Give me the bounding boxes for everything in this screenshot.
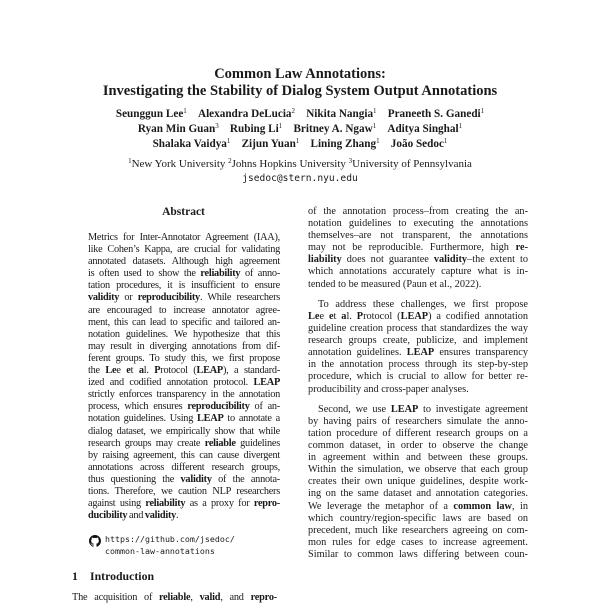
- text-line: Second, we use LEAP to investigate agreement: [318, 403, 528, 415]
- bold-term: Le: [308, 310, 320, 322]
- author-name: Aditya Singhal: [387, 123, 459, 135]
- text-line: themselves–are not transparent, the annotations: [308, 230, 528, 242]
- paragraph: [308, 206, 528, 291]
- text-line: notation guidelines to executing the annotations: [308, 218, 528, 230]
- text-line: producibility and cross-paper analyses.: [308, 383, 469, 395]
- text-line: validity or reproducibility. While researchers: [88, 292, 281, 304]
- text-line: Metrics for Inter-Annotator Agreement (IAA),: [88, 232, 280, 243]
- author-row: [0, 107, 600, 122]
- paragraph: [308, 299, 528, 396]
- text-line: ferent groups. To study this, we first propose: [88, 352, 280, 364]
- bold-term: LEAP: [406, 347, 435, 359]
- author-name: Alexandra DeLucia: [197, 108, 292, 120]
- title-line-2: Investigating the Stability of Dialog System Output Annotations: [102, 83, 498, 99]
- github-link-line-1[interactable]: https://github.com/jsedoc/: [105, 534, 235, 544]
- paper-title: [0, 66, 600, 100]
- text-line: in the annotation process through its step-by-step: [308, 359, 528, 371]
- text-line: To address these challenges, we first propose: [318, 298, 528, 310]
- text-line: tended to be measured (Paun et al., 2022).: [308, 278, 482, 290]
- bold-term: reliability: [145, 498, 186, 510]
- paragraph: [88, 232, 280, 522]
- text-line: notation guidelines. We hypothesize that this: [88, 328, 280, 340]
- text-line: is often used to show the reliability of anno-: [88, 268, 280, 280]
- bold-term: P: [356, 310, 364, 322]
- bold-term: re-: [515, 242, 528, 254]
- bold-term: validity: [88, 292, 120, 304]
- introduction-body: [72, 592, 277, 612]
- affiliation-marker: 2: [228, 157, 232, 165]
- text-line: which country/region-specific laws are based on: [308, 512, 528, 524]
- contact-email: jsedoc@stern.nyu.edu: [242, 173, 358, 184]
- bold-term: LEAP: [196, 365, 223, 377]
- text-line: creates their own unique guidelines, despite work-: [308, 476, 528, 488]
- bold-term: LEAP: [197, 413, 224, 425]
- bold-term: repro-: [250, 592, 278, 603]
- affiliation-marker: 3: [348, 157, 353, 165]
- bold-term: reproducibility: [187, 401, 250, 413]
- bold-term: Le: [105, 365, 117, 377]
- github-icon: [89, 535, 101, 547]
- bold-term: valid: [199, 592, 221, 603]
- text-line: Lee et al. Protocol (LEAP) a codified annotation: [308, 310, 528, 322]
- bold-term: LEAP: [390, 403, 419, 415]
- text-line: We leverage the metaphor of a common law, in: [308, 500, 528, 512]
- author-name: Ryan Min Guan: [137, 123, 216, 135]
- affiliation-marker: 1: [458, 122, 463, 130]
- text-line: thus questioning the validity of the annota-: [88, 473, 280, 485]
- author-name: Lining Zhang: [310, 138, 377, 150]
- affiliation-marker: 1: [226, 137, 231, 145]
- bold-term: a: [138, 365, 144, 377]
- text-line: liability does not guarantee validity–the extent to: [308, 254, 528, 266]
- affiliation-marker: 1: [128, 157, 132, 165]
- affiliation-marker: 1: [295, 137, 300, 145]
- text-line: ing on the same dataset and annotation categories.: [308, 488, 528, 500]
- affiliation-marker: 1: [443, 137, 448, 145]
- text-line: ized and codified annotation protocol. LEAP: [88, 377, 280, 389]
- text-line: annotation guidelines. LEAP ensures transparency: [308, 347, 528, 359]
- text-line: process, which ensures reproducibility of an-: [88, 401, 280, 413]
- text-line: notation guidelines. Using LEAP to annotate a: [88, 413, 280, 425]
- bold-term: validity: [433, 254, 468, 266]
- text-line: by raising agreement, this can cause divergent: [88, 449, 280, 461]
- paragraph: [72, 592, 277, 604]
- bold-term: reliable: [158, 592, 191, 603]
- text-line: procedure, which is crucial to allow for better re-: [308, 371, 528, 383]
- affiliation-name: University of Pennsylvania: [352, 158, 472, 170]
- text-line: annotations across different research groups,: [88, 461, 280, 473]
- text-line: are encouraged to increase annotator agree-: [88, 304, 280, 316]
- text-line: mon rules for edge cases to increase agreement.: [308, 536, 528, 548]
- text-line: ducibility and validity.: [88, 510, 179, 522]
- author-list: [0, 107, 600, 152]
- affiliation-name: New York University: [131, 158, 226, 170]
- author-name: Rubing Li: [229, 123, 279, 135]
- affiliation-marker: 2: [291, 107, 296, 115]
- text-line: precedent, much like researchers agreeing on com-: [308, 524, 528, 536]
- author-name: Seunggun Lee: [115, 108, 184, 120]
- affiliation-name: Johns Hopkins University: [231, 158, 346, 170]
- author-name: Shalaka Vaidya: [152, 138, 227, 150]
- affiliation-marker: 1: [480, 107, 485, 115]
- author-name: Zijun Yuan: [241, 138, 296, 150]
- bold-term: ducibility: [88, 510, 128, 522]
- text-line: of the annotation process–from creating the an-: [308, 206, 528, 217]
- text-line: ment, this can lead to specific and tailored an-: [88, 316, 280, 328]
- text-line: which annotations accurately capture what is in-: [308, 266, 528, 278]
- bold-term: e: [328, 310, 334, 322]
- bold-term: reliable: [204, 437, 236, 449]
- github-link-line-2[interactable]: common-law-annotations: [105, 546, 215, 556]
- bold-term: e: [126, 365, 131, 377]
- bold-term: LEAP: [400, 310, 429, 322]
- affiliation-marker: 3: [215, 122, 219, 130]
- abstract-body: [88, 232, 280, 530]
- abstract-heading: Abstract: [162, 206, 205, 218]
- bold-term: repro-: [253, 498, 280, 510]
- section-title: Introduction: [90, 569, 155, 583]
- bold-term: common law: [453, 500, 512, 512]
- affiliation-marker: 1: [373, 107, 377, 115]
- text-line: in agreement within and between these groups.: [308, 452, 528, 464]
- bold-term: P: [154, 365, 161, 377]
- text-line: like Cohen’s Kappa, are crucial for validating: [88, 244, 280, 256]
- text-line: dialog dataset, we empirically show that while: [88, 425, 280, 437]
- right-column-body: [308, 206, 528, 569]
- author-row: [0, 137, 600, 152]
- bold-term: validity: [144, 510, 177, 522]
- title-line-1: Common Law Annotations:: [214, 66, 386, 82]
- bold-term: reliability: [200, 268, 241, 280]
- bold-term: a: [341, 310, 347, 322]
- text-line: may result in diverging annotations from dif-: [88, 340, 280, 352]
- text-line: guideline creation process that standardizes the way: [308, 323, 528, 335]
- text-line: Within the simulation, we observe that each group: [308, 464, 528, 476]
- section-number: 1: [72, 569, 78, 583]
- author-row: [0, 122, 600, 137]
- affiliation-marker: 1: [183, 107, 187, 115]
- text-line: research groups may create reliable guidelines: [88, 437, 280, 449]
- affiliation-marker: 1: [278, 122, 283, 130]
- bold-term: liability: [308, 254, 342, 266]
- text-line: tation procedure of different research groups on a: [308, 427, 528, 439]
- github-link[interactable]: [105, 533, 235, 557]
- text-line: may not be reproducible. Furthermore, high re-: [308, 242, 528, 254]
- author-name: Britney A. Ngaw: [293, 123, 373, 135]
- section-heading-introduction: [72, 569, 154, 583]
- text-line: tions. Therefore, we caution NLP researchers: [88, 485, 280, 497]
- text-line: strictly enforces transparency in the annotation: [88, 389, 280, 401]
- text-line: the Lee et al. Protocol (LEAP), a standard-: [88, 365, 281, 377]
- bold-term: validity: [180, 473, 212, 485]
- text-line: tation procedures, it is insufficient to ensure: [88, 280, 280, 292]
- bold-term: reproducibility: [137, 292, 200, 304]
- author-name: Nikita Nangia: [306, 108, 374, 120]
- author-name: Praneeth S. Ganedi: [387, 108, 481, 120]
- text-line: by having pairs of researchers simulate the anno-: [308, 415, 528, 427]
- text-line: annotated datasets. Although high agreement: [88, 256, 280, 268]
- text-line: common dataset, in order to observe the change: [308, 440, 528, 452]
- author-name: João Sedoc: [390, 138, 444, 150]
- text-line: The acquisition of reliable, valid, and repro-: [72, 592, 278, 603]
- affiliations: [0, 157, 600, 171]
- affiliation-marker: 1: [376, 137, 380, 145]
- affiliation-marker: 1: [372, 122, 377, 130]
- text-line: Similar to common laws differing between coun-: [308, 548, 528, 560]
- text-line: against using reliability as a proxy for repro-: [88, 498, 280, 510]
- paragraph: [308, 404, 528, 561]
- text-line: research groups create, publicize, and implement: [308, 335, 528, 347]
- bold-term: LEAP: [253, 377, 280, 389]
